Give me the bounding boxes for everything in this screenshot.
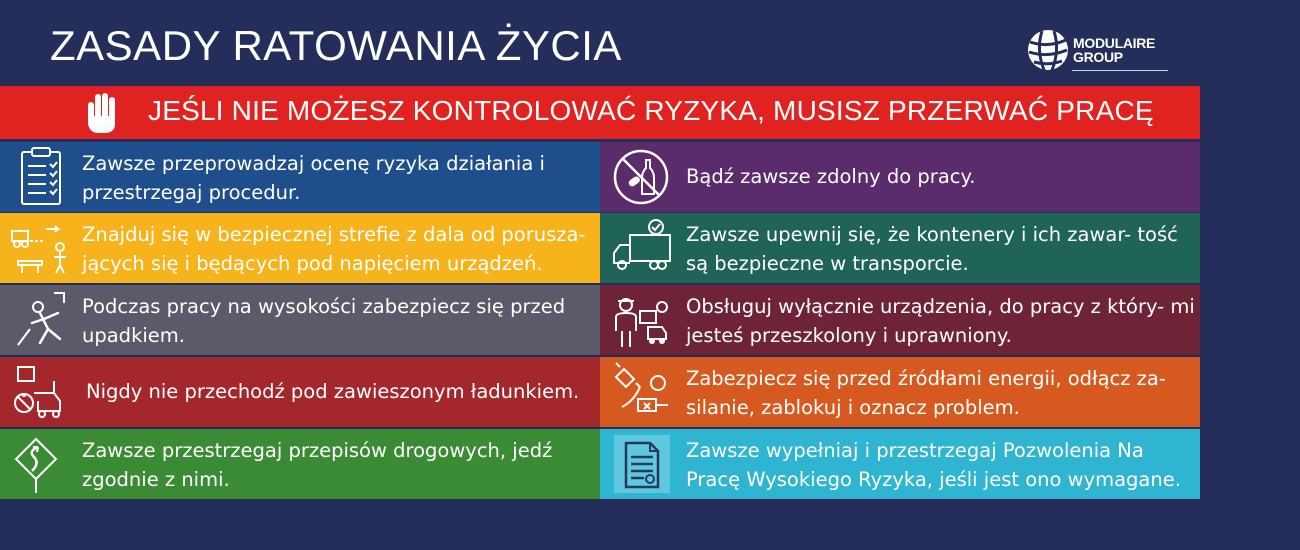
rule-suspended-load	[0, 357, 600, 427]
rule-trained-equipment	[600, 285, 1200, 355]
unplug-lock-icon	[610, 361, 672, 423]
rule-text: Znajduj się w bezpiecznej strefie z dala od porusza- jących się i będących pod napięciem urządzeń.	[82, 223, 586, 275]
trained-operator-icon	[610, 289, 672, 351]
rule-text: Zawsze przeprowadzaj ocenę ryzyka działania i przestrzegaj procedur.	[82, 152, 545, 204]
rule-text: Obsługuj wyłącznie urządzenia, do pracy z który- mi jesteś przeszkolony i uprawniony.	[686, 295, 1195, 347]
suspended-load-icon	[10, 361, 72, 423]
rule-safe-zone	[0, 213, 600, 283]
falling-person-icon	[10, 289, 72, 351]
rule-road-rules	[0, 429, 600, 499]
truck-check-icon	[610, 217, 672, 279]
rule-text: Bądź zawsze zdolny do pracy.	[686, 165, 976, 188]
rule-fit-for-work	[600, 142, 1200, 212]
rule-risk-assessment	[0, 142, 600, 212]
logo-underline	[1072, 70, 1168, 71]
rule-energy-isolation	[600, 357, 1200, 427]
rule-work-permit	[600, 429, 1200, 499]
no-alcohol-icon	[610, 146, 672, 208]
rule-text: Zawsze upewnij się, że kontenery i ich zawar- tość są bezpieczne w transporcie.	[686, 223, 1178, 275]
checklist-icon	[10, 146, 72, 208]
rule-text: Zawsze przestrzegaj przepisów drogowych, jedź zgodnie z nimi.	[82, 439, 553, 491]
page-title: ZASADY RATOWANIA ŻYCIA	[50, 22, 622, 69]
rule-text: Podczas pracy na wysokości zabezpiecz się przed upadkiem.	[82, 295, 566, 347]
logo-text-line2: GROUP	[1073, 49, 1123, 65]
logo-text-line1: MODULAIRE	[1073, 35, 1156, 51]
rule-secure-transport	[600, 213, 1200, 283]
modulaire-logo	[1026, 28, 1171, 74]
permit-document-icon	[610, 433, 672, 495]
rule-work-at-height	[0, 285, 600, 355]
rule-text: Nigdy nie przechodź pod zawieszonym ładunkiem.	[86, 380, 580, 403]
rule-text: Zawsze wypełniaj i przestrzegaj Pozwolenia Na Pracę Wysokiego Ryzyka, jeśli jest ono wymagane.	[686, 439, 1181, 491]
stop-hand-icon	[84, 92, 120, 134]
safe-zone-icon	[10, 217, 72, 279]
rule-text: Zabezpiecz się przed źródłami energii, odłącz za- silanie, zablokuj i oznacz problem.	[686, 367, 1166, 419]
banner-text: JEŚLI NIE MOŻESZ KONTROLOWAĆ RYZYKA, MUSISZ PRZERWAĆ PRACĘ	[148, 95, 1154, 126]
road-sign-icon	[10, 433, 72, 495]
globe-icon	[1026, 28, 1070, 72]
stop-banner	[0, 86, 1200, 139]
